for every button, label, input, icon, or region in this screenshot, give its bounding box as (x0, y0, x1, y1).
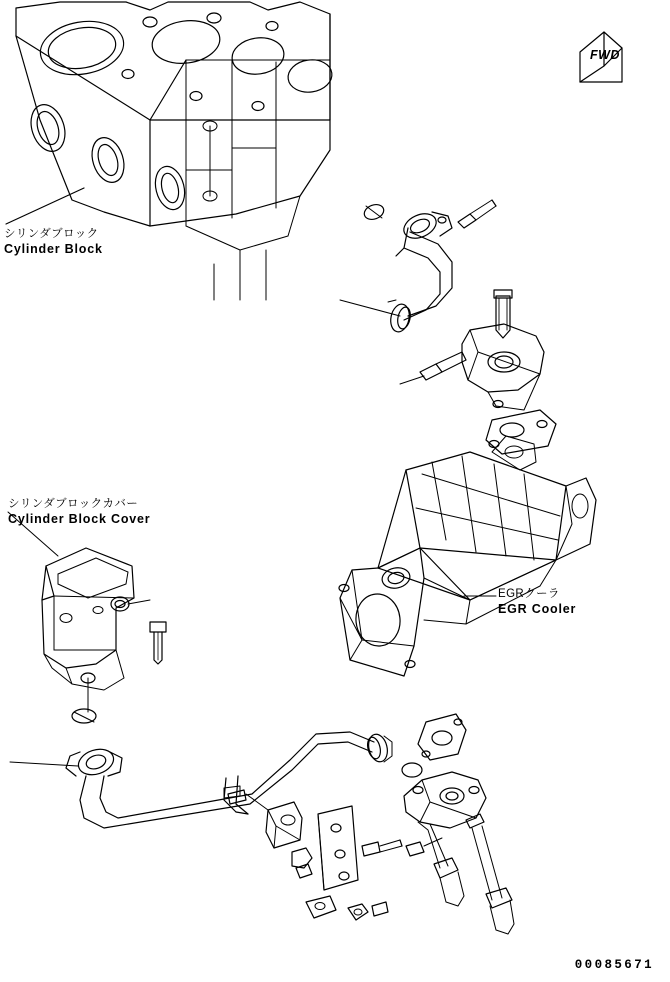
leader-cylinder-block (6, 188, 84, 224)
label-egr-cooler-en: EGR Cooler (498, 601, 577, 616)
cylinder-block-cover-illustration (42, 548, 166, 712)
egr-cooler-illustration (339, 436, 596, 676)
label-cylinder-block-cover-jp: シリンダブロックカバー (8, 498, 139, 510)
plug-cap (402, 763, 422, 777)
label-egr-cooler-jp: EGRクーラ (498, 588, 560, 600)
leader-connector-bolt (400, 376, 424, 384)
drawing-number: 00085671 (574, 958, 654, 972)
bracket-assembly (228, 790, 402, 920)
right-mount-bracket (404, 772, 514, 934)
label-cylinder-block-jp: シリンダブロック (4, 228, 99, 240)
label-cylinder-block-en: Cylinder Block (4, 241, 103, 256)
upper-water-pipe (362, 200, 496, 334)
fwd-label-text: FWD (590, 48, 620, 62)
lower-gasket (418, 714, 466, 760)
label-egr-cooler (498, 588, 576, 616)
connector-housing (420, 290, 544, 410)
leader-upper-pipe (340, 300, 400, 316)
label-cylinder-block-cover (8, 498, 150, 526)
label-cylinder-block-cover-en: Cylinder Block Cover (8, 511, 151, 526)
label-cylinder-block (4, 228, 103, 256)
lower-water-pipe (66, 709, 392, 828)
